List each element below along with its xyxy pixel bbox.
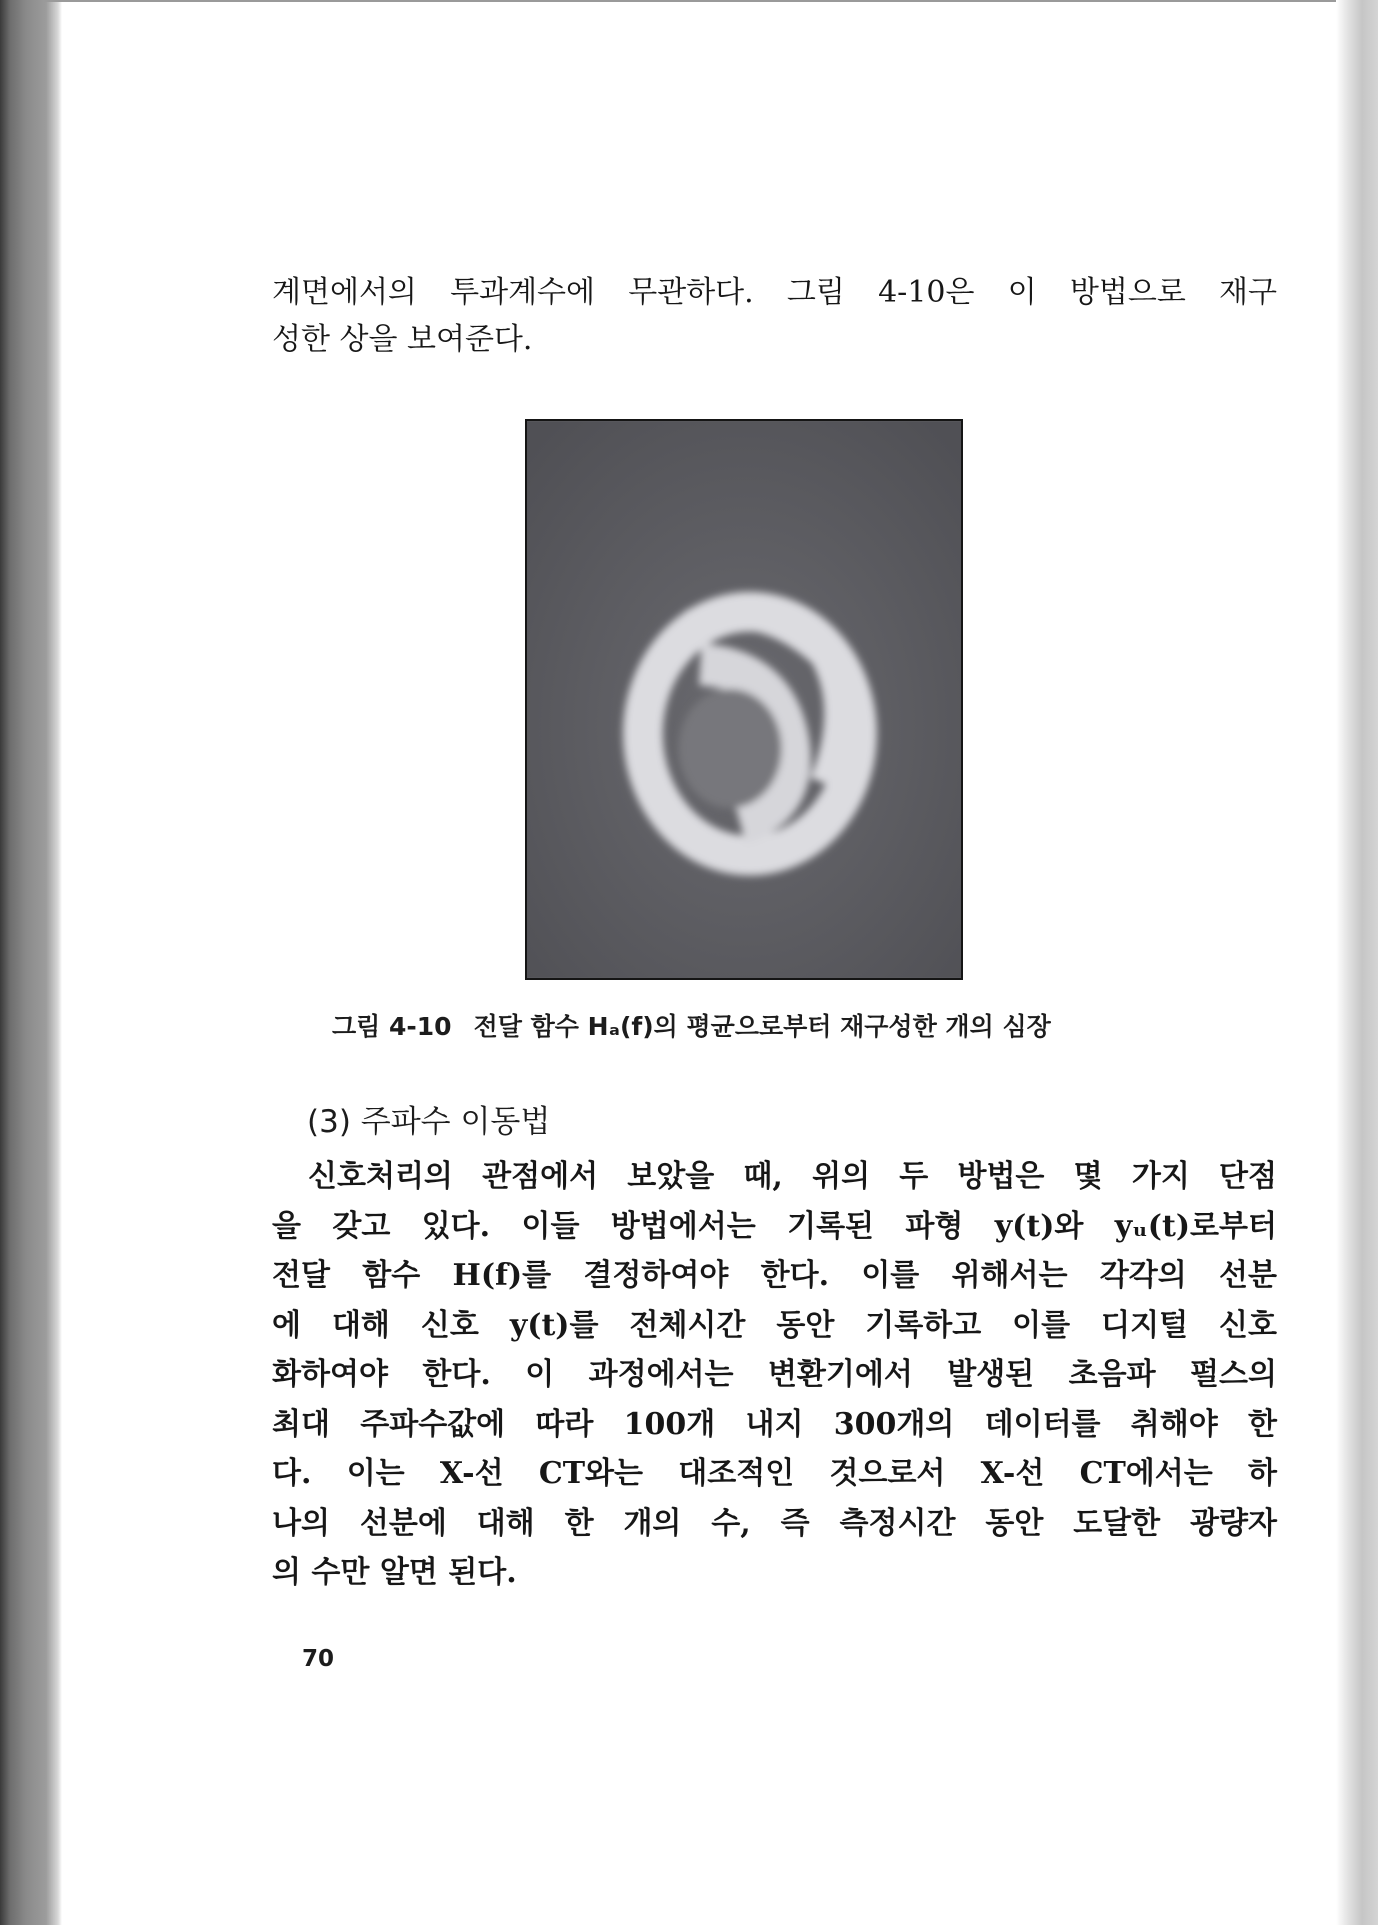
reconstructed-heart-image (527, 421, 961, 978)
figure-caption-text: 전달 함수 Hₐ(f)의 평균으로부터 재구성한 개의 심장 (473, 1012, 1051, 1041)
text-line: 최대 주파수값에 따라 100개 내지 300개의 데이터를 취해야 한 (272, 1406, 1277, 1442)
text-line: 계면에서의 투과계수에 무관하다. 그림 4-10은 이 방법으로 재구 (272, 275, 1277, 310)
figure-caption (332, 1007, 1212, 1047)
text-line: 의 수만 알면 된다. (272, 1555, 517, 1590)
text-line: 신호처리의 관점에서 보았을 때, 위의 두 방법은 몇 가지 단점 (308, 1159, 1277, 1194)
section-heading: (3) 주파수 이동법 (307, 1104, 551, 1140)
figure-caption-label: 그림 4-10 (332, 1012, 452, 1041)
text-line: 성한 상을 보여준다. (272, 322, 533, 357)
book-page (62, 2, 1336, 1925)
text-line: 을 갖고 있다. 이들 방법에서는 기록된 파형 y(t)와 yᵤ(t)로부터 (272, 1208, 1277, 1244)
text-line: 전달 함수 H(f)를 결정하여야 한다. 이를 위해서는 각각의 선분 (272, 1258, 1277, 1293)
book-spine-shadow (0, 0, 62, 1925)
page-number: 70 (302, 1646, 335, 1672)
page-right-edge-shadow (1336, 0, 1378, 1925)
text-line: 나의 선분에 대해 한 개의 수, 즉 측정시간 동안 도달한 광량자 (272, 1505, 1277, 1541)
text-line: 다. 이는 X-선 CT와는 대조적인 것으로서 X-선 CT에서는 하 (272, 1456, 1277, 1491)
figure-image-reconstructed-heart (525, 419, 963, 980)
paragraph-top (272, 269, 1277, 363)
paragraph-main (272, 1152, 1277, 1598)
text-line: 에 대해 신호 y(t)를 전체시간 동안 기록하고 이를 디지털 신호 (272, 1307, 1277, 1343)
text-line: 화하여야 한다. 이 과정에서는 변환기에서 발생된 초음파 펄스의 (272, 1357, 1277, 1392)
